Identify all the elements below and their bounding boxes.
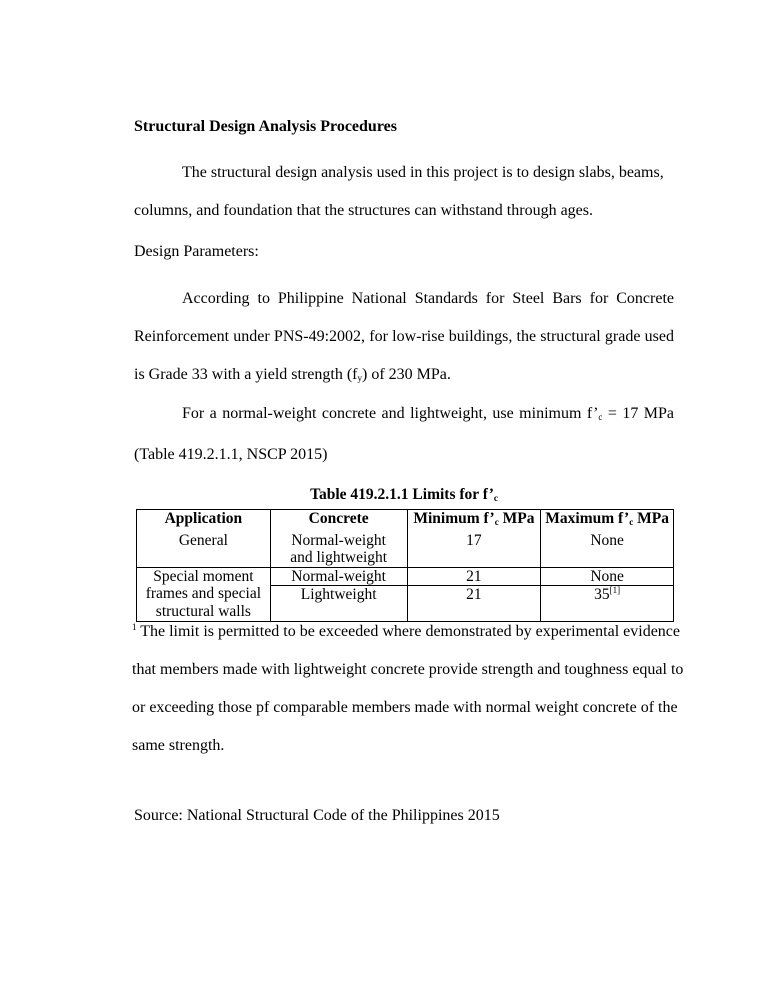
section-heading: Structural Design Analysis Procedures: [134, 118, 397, 135]
cell-concrete: Normal-weight and lightweight: [270, 532, 407, 568]
cell-application: Special moment frames and special structural walls: [137, 567, 271, 622]
limits-table: [136, 509, 674, 622]
header-application: Application: [137, 510, 271, 532]
table-caption: Table 419.2.1.1 Limits for $f’_c$: [310, 486, 498, 503]
cell-minimum: 21: [407, 586, 541, 622]
source-line: Source: National Structural Code of the Philippines 2015: [134, 807, 500, 824]
steel-grade-paragraph: According to Philippine National Standards for Steel Bars for Concrete Reinforcement under PNS-49:2002, for low-rise buildings, the structural grade used is Grade 33 with a yield strength $(f_y)$ of 230 MPa.: [134, 290, 674, 383]
cell-minimum: 17: [407, 532, 541, 568]
design-parameters-label: Design Parameters:: [134, 243, 259, 260]
table-footnote: $^1$ The limit is permitted to be exceeded where demonstrated by experimental evidence that members made with lightweight concrete provide strength and toughness equal to or exceeding those pf comparable members made with normal weight concrete of the same strength.: [132, 622, 684, 754]
cell-maximum: None: [541, 532, 674, 568]
table-header-row: [137, 510, 674, 532]
cell-application: General: [137, 532, 271, 568]
cell-minimum: 21: [407, 567, 541, 586]
header-concrete: Concrete: [270, 510, 407, 532]
table-row: [137, 567, 674, 586]
cell-maximum: None: [541, 567, 674, 586]
header-maximum: Maximum $f’_c$ MPa: [541, 510, 674, 532]
header-minimum: Minimum $f’_c$ MPa: [407, 510, 541, 532]
cell-maximum: 35[1]: [541, 586, 674, 622]
table-row: [137, 532, 674, 568]
intro-paragraph: The structural design analysis used in this project is to design slabs, beams, columns, and foundation that the structures can withstand through ages.: [134, 164, 664, 219]
cell-concrete: Normal-weight: [270, 567, 407, 586]
concrete-strength-paragraph: For a normal-weight concrete and lightweight, use minimum $f’_c = 17$ MPa (Table 419.2.1.1, NSCP 2015): [134, 405, 675, 463]
cell-concrete: Lightweight: [270, 586, 407, 622]
